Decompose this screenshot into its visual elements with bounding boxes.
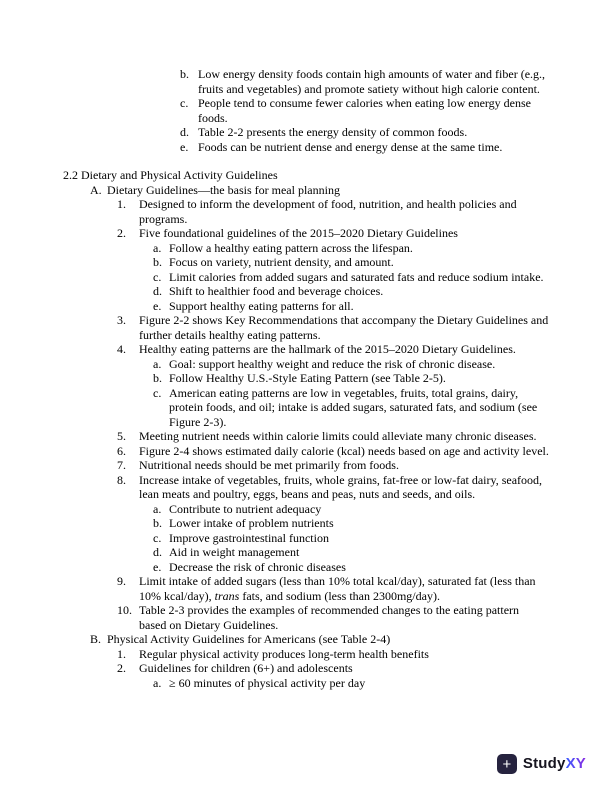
- item-text: People tend to consume fewer calories when eating low energy dense foods.: [198, 96, 531, 125]
- item-text: Low energy density foods contain high amounts of water and fiber (e.g., fruits and vegetables) and promote satiety without high calorie content.: [198, 67, 546, 96]
- item-marker: c.: [153, 385, 162, 400]
- outline-item: [180, 125, 549, 140]
- item-marker: 6.: [117, 443, 126, 458]
- item-text: Support healthy eating patterns for all.: [169, 298, 354, 313]
- item-text: Five foundational guidelines of the 2015–2020 Dietary Guidelines: [139, 226, 458, 240]
- item-marker: 1.: [117, 646, 126, 661]
- section-heading: [63, 168, 549, 183]
- item-marker: c.: [180, 96, 189, 110]
- item-text: Foods can be nutrient dense and energy dense at the same time.: [198, 139, 503, 154]
- outline-item: [117, 647, 549, 662]
- item-marker: 9.: [117, 574, 126, 588]
- item-text: Increase intake of vegetables, fruits, whole grains, fat-free or low-fat dairy, seafood, lean meats and poultry, eggs, beans and peas, nuts and seeds, and oils.: [139, 472, 543, 501]
- item-marker: 2.: [117, 661, 126, 675]
- outline-item: [153, 241, 549, 256]
- item-marker: 3.: [117, 313, 126, 327]
- item-marker: 2.: [117, 226, 126, 240]
- outline-item: [153, 531, 549, 546]
- outline-item: [153, 676, 549, 691]
- item-marker: B.: [90, 632, 102, 646]
- item-marker: b.: [153, 516, 162, 530]
- item-marker: d.: [180, 125, 189, 139]
- outline-item: [153, 516, 549, 531]
- item-text: Figure 2-4 shows estimated daily calorie (kcal) needs based on age and activity level.: [139, 443, 549, 458]
- item-marker: b.: [153, 371, 162, 385]
- item-text: Nutritional needs should be met primarily from foods.: [139, 458, 399, 472]
- item-marker: b.: [180, 67, 189, 81]
- item-marker: d.: [153, 545, 162, 559]
- item-marker: c.: [153, 269, 162, 284]
- outline-item: [117, 342, 549, 357]
- item-text: Figure 2-2 shows Key Recommendations that accompany the Dietary Guidelines and further details healthy eating patterns.: [139, 313, 549, 342]
- item-marker: e.: [153, 298, 162, 313]
- item-text: Table 2-3 provides the examples of recommended changes to the eating pattern based on Dietary Guidelines.: [139, 603, 520, 632]
- outline-item: [117, 473, 549, 502]
- item-text: Aid in weight management: [169, 545, 300, 559]
- outline-item: [117, 226, 549, 241]
- item-text: Physical Activity Guidelines for Americans (see Table 2-4): [107, 632, 391, 646]
- item-text: Table 2-2 presents the energy density of common foods.: [198, 125, 468, 139]
- outline-item: [153, 270, 549, 285]
- outline-item: [180, 140, 549, 155]
- item-text: Limit calories from added sugars and saturated fats and reduce sodium intake.: [169, 269, 544, 284]
- outline-item: [153, 357, 549, 372]
- outline-item: [117, 574, 549, 603]
- item-text: Contribute to nutrient adequacy: [169, 501, 322, 516]
- item-marker: a.: [153, 240, 162, 255]
- outline-item: [117, 603, 549, 632]
- outline-item: [153, 255, 549, 270]
- item-text: Meeting nutrient needs within calorie limits could alleviate many chronic diseases.: [139, 429, 537, 443]
- outline-item: [153, 386, 549, 430]
- outline-item: [180, 96, 549, 125]
- item-text: Follow a healthy eating pattern across the lifespan.: [169, 240, 413, 255]
- item-marker: 4.: [117, 342, 126, 356]
- item-text: 2.2 Dietary and Physical Activity Guidelines: [63, 168, 278, 182]
- item-marker: 5.: [117, 429, 126, 443]
- item-marker: a.: [153, 675, 162, 690]
- item-marker: 8.: [117, 472, 126, 487]
- item-text: Focus on variety, nutrient density, and amount.: [169, 255, 394, 269]
- outline-item: [117, 661, 549, 676]
- item-text: Guidelines for children (6+) and adolescents: [139, 661, 353, 675]
- plus-icon: +: [497, 754, 517, 774]
- item-text: Goal: support healthy weight and reduce the risk of chronic disease.: [169, 356, 496, 371]
- outline-item: [153, 371, 549, 386]
- outline-item: [117, 429, 549, 444]
- item-marker: e.: [153, 559, 162, 574]
- outline-item: [117, 444, 549, 459]
- item-marker: 10.: [117, 603, 132, 617]
- outline-item: [117, 197, 549, 226]
- item-marker: 7.: [117, 458, 126, 472]
- brand-name: [522, 754, 586, 772]
- item-marker: e.: [180, 139, 189, 154]
- item-text: Limit intake of added sugars (less than 10% total kcal/day), saturated fat (less than 10% kcal/day), trans fats, and sodium (less than 2300mg/day).: [139, 574, 536, 603]
- brand-name-primary: Study: [522, 754, 566, 772]
- item-marker: 1.: [117, 197, 126, 211]
- item-text: Decrease the risk of chronic diseases: [169, 559, 346, 574]
- outline-item: [117, 458, 549, 473]
- studyxy-logo: [497, 754, 586, 774]
- item-text: Follow Healthy U.S.-Style Eating Pattern (see Table 2-5).: [169, 371, 446, 385]
- item-text: ≥ 60 minutes of physical activity per day: [169, 675, 366, 690]
- item-marker: b.: [153, 255, 162, 269]
- item-marker: A.: [90, 182, 102, 197]
- item-text: Improve gastrointestinal function: [169, 530, 329, 545]
- outline-item: [90, 632, 549, 647]
- item-marker: a.: [153, 356, 162, 371]
- item-text: Healthy eating patterns are the hallmark of the 2015–2020 Dietary Guidelines.: [139, 342, 516, 356]
- item-text: Lower intake of problem nutrients: [169, 516, 334, 530]
- item-text: Shift to healthier food and beverage choices.: [169, 284, 384, 298]
- outline-item: [153, 284, 549, 299]
- outline-item: [153, 299, 549, 314]
- outline-item: [180, 67, 549, 96]
- item-text: American eating patterns are low in vegetables, fruits, total grains, dairy, protein foods, and oil; intake is added sugars, saturated fats, and sodium (see Figure 2-3).: [169, 385, 538, 429]
- brand-name-accent: XY: [565, 754, 586, 772]
- item-marker: a.: [153, 501, 162, 516]
- item-text: Designed to inform the development of food, nutrition, and health policies and programs.: [139, 197, 517, 226]
- item-marker: c.: [153, 530, 162, 545]
- outline-item: [90, 183, 549, 198]
- outline-item: [153, 502, 549, 517]
- outline-item: [153, 545, 549, 560]
- item-marker: d.: [153, 284, 162, 298]
- outline-item: [117, 313, 549, 342]
- item-text: Regular physical activity produces long-term health benefits: [139, 646, 429, 661]
- outline-item: [153, 560, 549, 575]
- item-text: Dietary Guidelines—the basis for meal planning: [107, 182, 340, 197]
